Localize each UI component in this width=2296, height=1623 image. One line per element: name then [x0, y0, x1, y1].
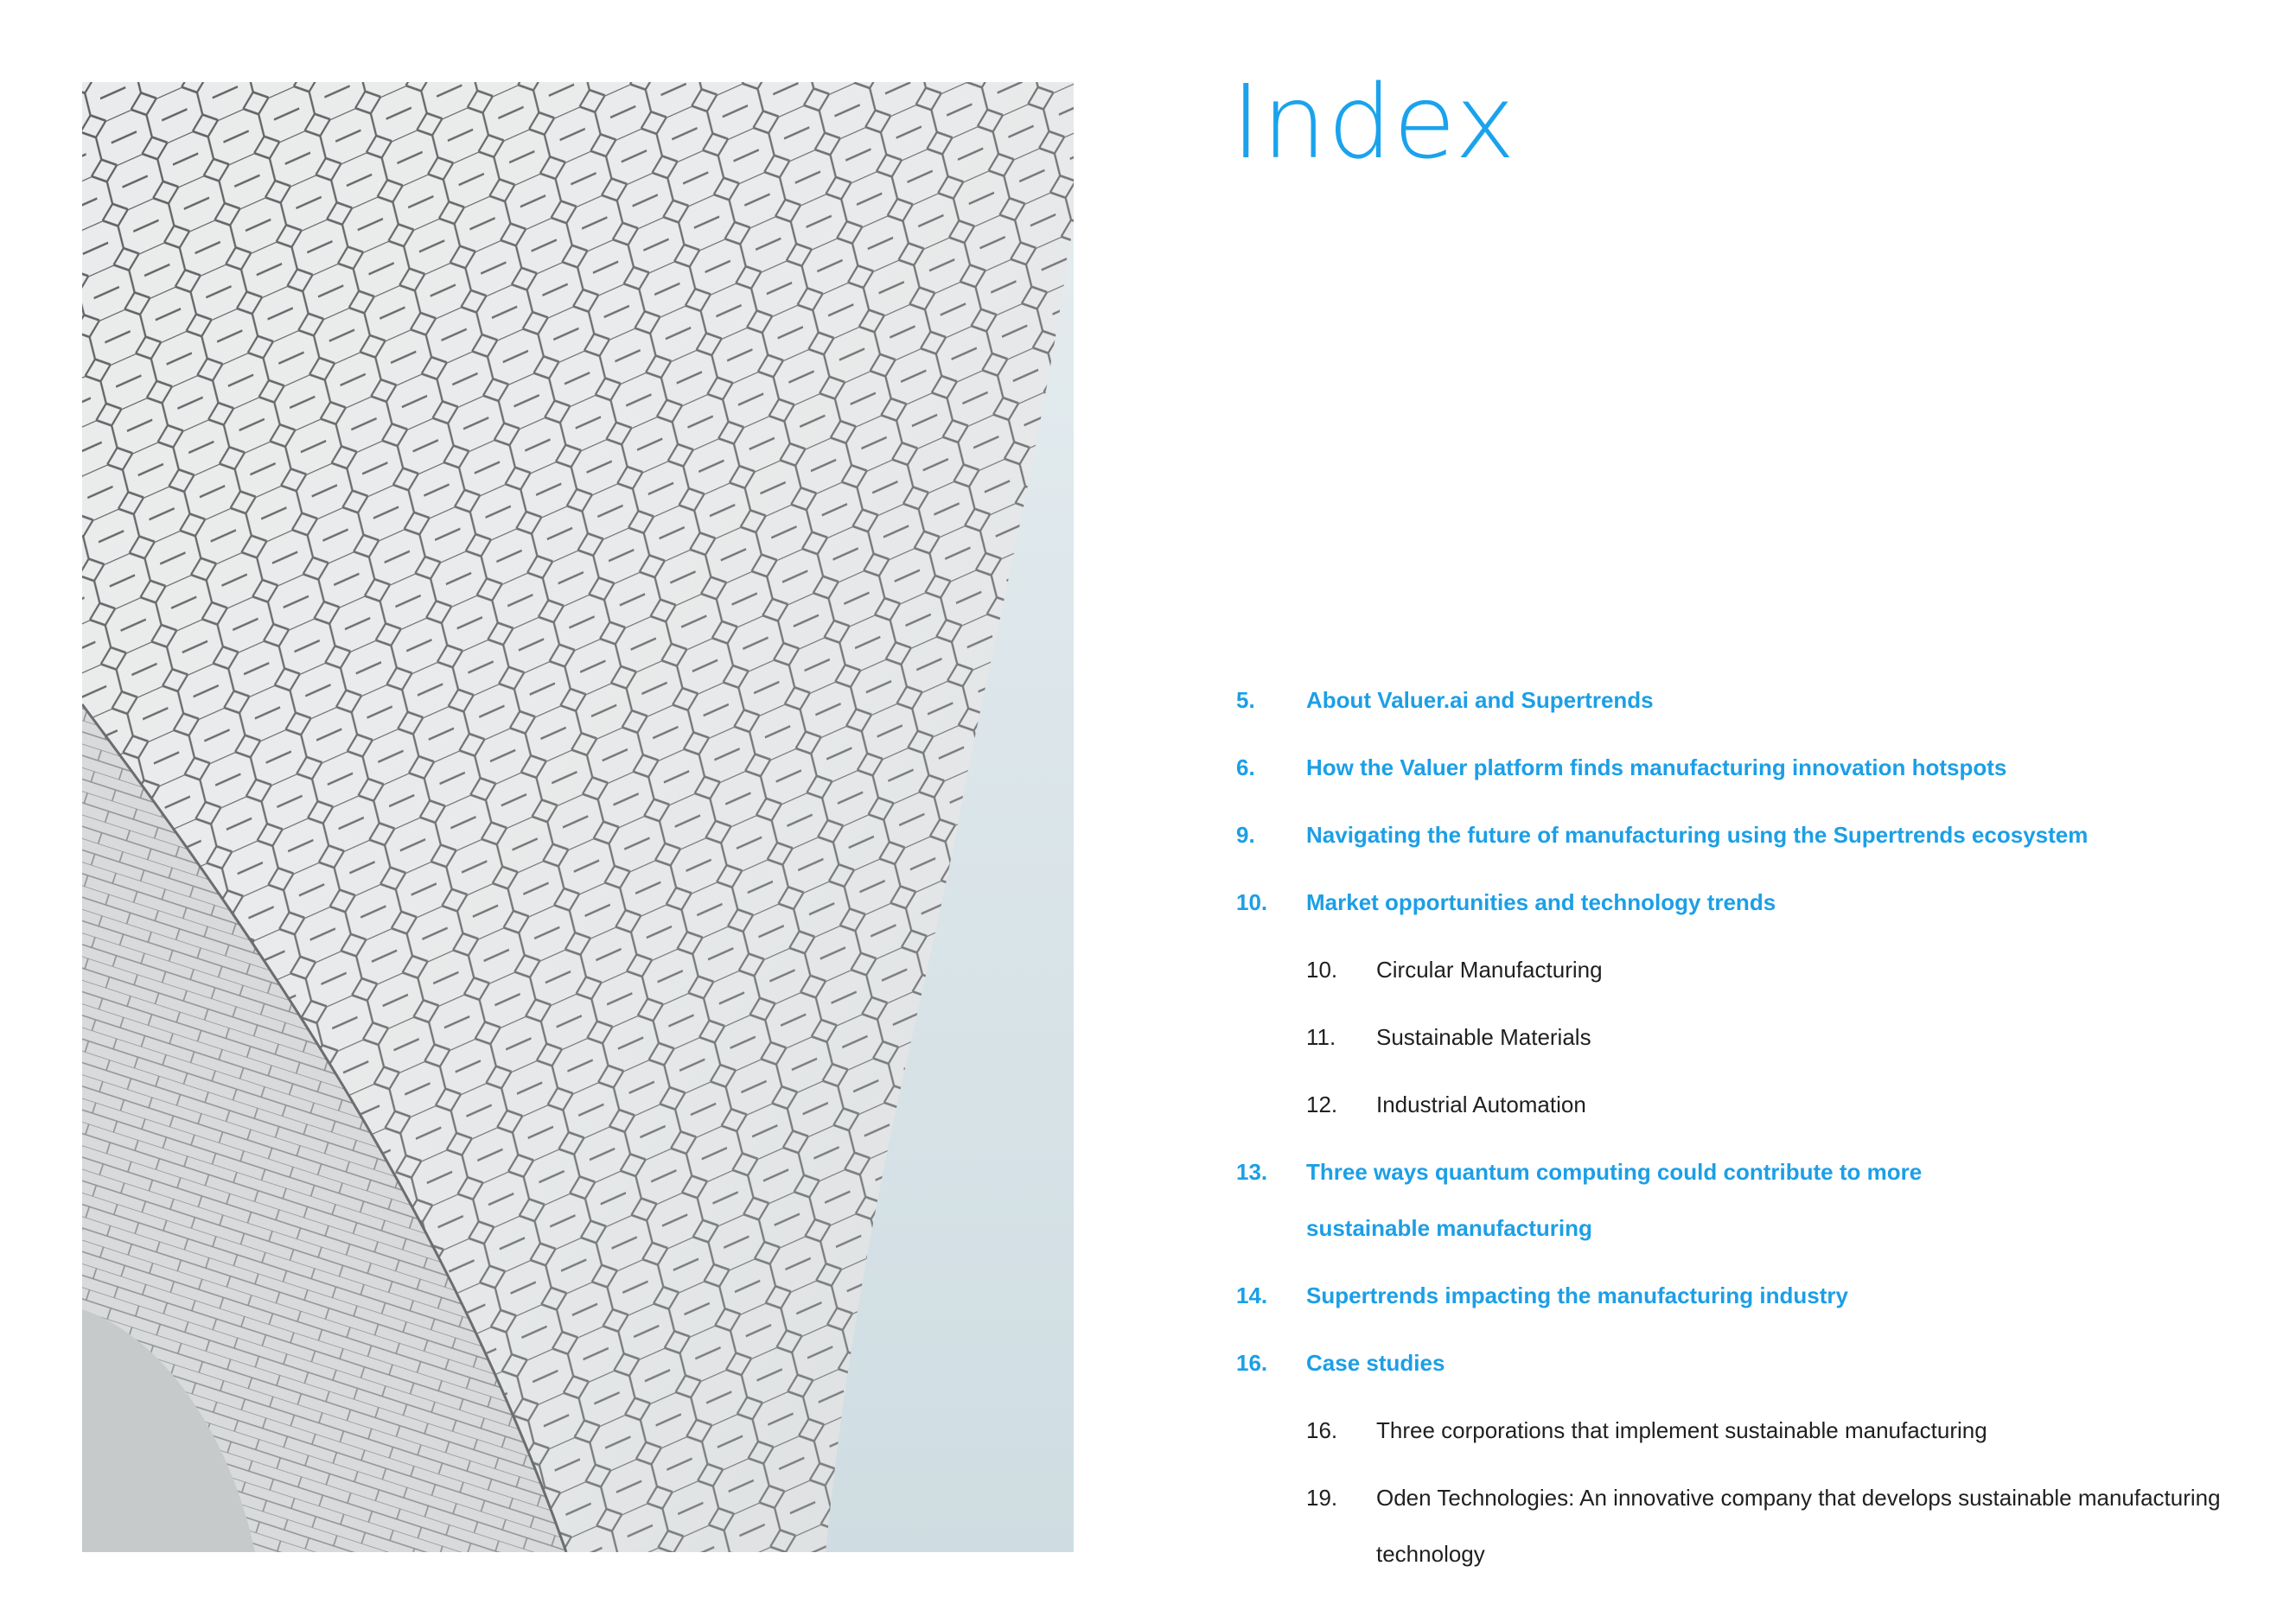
- toc-entry-title: Oden Technologies: An innovative company that develops sustainable manufacturing technology: [1376, 1485, 2221, 1567]
- toc-entry-title: About Valuer.ai and Supertrends: [1306, 687, 1654, 713]
- toc-entry[interactable]: [1236, 1335, 2239, 1391]
- toc-page-number: 10.: [1306, 957, 1338, 983]
- toc-page-number: 11.: [1306, 1024, 1336, 1050]
- toc-page-number: 10.: [1236, 889, 1268, 915]
- toc-entry[interactable]: [1236, 1268, 2239, 1324]
- toc-page-number: 16.: [1306, 1417, 1338, 1443]
- toc-page-number: 9.: [1236, 822, 1255, 848]
- toc-entry-title: Industrial Automation: [1376, 1092, 1586, 1117]
- toc-entry[interactable]: [1236, 740, 2239, 796]
- cover-photo-tiled-facade: [82, 82, 1074, 1552]
- toc-page-number: 13.: [1236, 1159, 1268, 1185]
- toc-entry-title: Three ways quantum computing could contribute to more sustainable manufacturing: [1306, 1159, 1923, 1241]
- toc-entry-title: Supertrends impacting the manufacturing industry: [1306, 1282, 1848, 1308]
- toc-entry[interactable]: [1236, 1144, 2014, 1257]
- toc-subentry[interactable]: [1236, 1077, 2239, 1133]
- toc-entry[interactable]: [1236, 875, 2239, 931]
- table-of-contents: [1236, 672, 2239, 1594]
- toc-subentry[interactable]: [1236, 1403, 2239, 1459]
- toc-page-number: 12.: [1306, 1092, 1338, 1117]
- toc-page-number: 6.: [1236, 754, 1255, 780]
- toc-subentry[interactable]: [1236, 1009, 2239, 1066]
- toc-subentry[interactable]: [1236, 942, 2239, 998]
- toc-entry-title: Navigating the future of manufacturing using the Supertrends ecosystem: [1306, 822, 2089, 848]
- toc-page-number: 5.: [1236, 687, 1255, 713]
- toc-subentry[interactable]: [1236, 1470, 2239, 1582]
- toc-entry-title: Market opportunities and technology trends: [1306, 889, 1776, 915]
- toc-page-number: 19.: [1306, 1485, 1338, 1511]
- toc-entry-title: Case studies: [1306, 1350, 1445, 1376]
- page-title: Index: [1231, 62, 1516, 181]
- toc-entry[interactable]: [1236, 807, 2239, 863]
- toc-page-number: 14.: [1236, 1282, 1268, 1308]
- toc-entry-title: Sustainable Materials: [1376, 1024, 1591, 1050]
- toc-page-number: 16.: [1236, 1350, 1268, 1376]
- toc-entry-title: Three corporations that implement sustainable manufacturing: [1376, 1417, 1987, 1443]
- toc-entry-title: How the Valuer platform finds manufacturing innovation hotspots: [1306, 754, 2007, 780]
- toc-entry-title: Circular Manufacturing: [1376, 957, 1603, 983]
- toc-entry[interactable]: [1236, 672, 2239, 729]
- facade-illustration: [82, 82, 1074, 1552]
